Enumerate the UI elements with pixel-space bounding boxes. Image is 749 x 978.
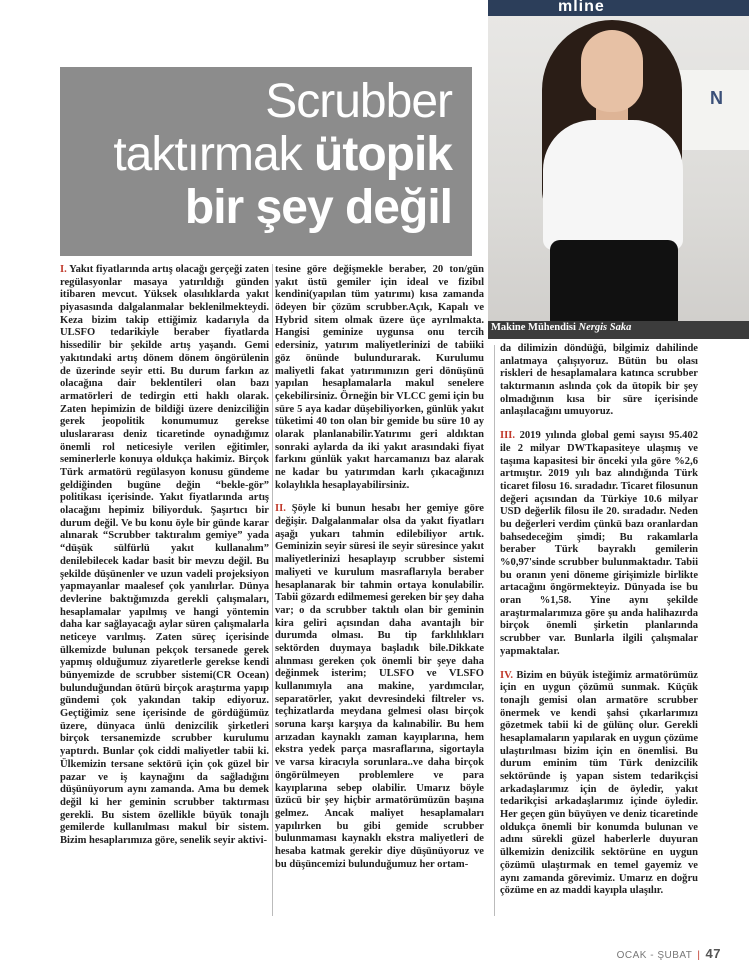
title-line-3 (113, 181, 452, 234)
section-number-1: I. (60, 264, 67, 275)
text-column-2 (275, 264, 484, 871)
title-line-3-bold: bir şey değil (184, 181, 452, 234)
section-number-4: IV. (500, 669, 513, 681)
portrait-photo (488, 0, 749, 339)
photo-wall-logo: N (710, 88, 723, 108)
title-line-2-regular: taktırmak (113, 128, 315, 181)
paragraph-3-text: 2019 yılında global gemi sayısı 95.402 ile 2 milyar DWTkapasiteye ulaşmış ve taşıma kapasitesi bir önceki yıla göre %2,6 artmıştır. 2019 yılı baz alındığında Türk ticaret filosu 16. sıradadır. Ticaret filosunun değeri açısından da Türkiye 10.6 milyar USD değerlik filosu ile 20. sıradadır. Neden bu değerleri verdim çünkü bazı oranlardan bahsedeceğim şimdi; Bu rakamlarla beraber Türk bayraklı gemilerin %0,97'sinde scrubber bulunmaktadır. Tabii bu oranın yeni döneme girişimizle birlikte artacağını öngörmekteyiz. Dünyada ise bu oran %1,58. Yine aynı şekilde araştırmalarımıza göre şu anda halihazırda birçok önemli şirketin planlarında scrubber var. Bunlarla ilgili çalışmalar yapmaktalar. (500, 430, 698, 657)
paragraph-1-continued: tesine göre değişmekle beraber, 20 ton/gün yakıt üstü gemiler için ideal ve fizibıl kendini(yapılan tüm yatırımı) kısa zamanda ödeyen bir çözüm scrubber.Açık, Kapalı ve Hybrid sitem olmak üzere üçe ayrılmakta. Hangisi geminize uygunsa onu tercih edersiniz, yatırım maliyetlerinizi de tabiiki göz önünde bulundurarak. Kurulumu maliyetli fakat yatırımınızın geri dönüşünü yapılan hesaplamalarla makul senelere çekebilirsiniz. Örneğin bir VLCC gemi için bu süre 5 aya kadar düşebiliyorken, günlük yakıt tüketimi 40 ton olan bir gemide bu süre 10 ay olarak planlanabilir.Yatırımı geri aldıktan sonraki aylarda da iki yakıt arasındaki fiyat farkını günlük yakıt harcamanızı baz alarak ne kadar bu yatırımdan karlı çıkacağınızı kolaylıkla hesaplayabilirsiniz. (275, 264, 484, 491)
text-column-1 (60, 264, 269, 848)
issue-label: OCAK - ŞUBAT (616, 950, 693, 961)
column-divider-2 (494, 345, 495, 916)
photo-face (581, 30, 643, 112)
article-title (113, 75, 452, 234)
paragraph-4 (500, 670, 698, 898)
title-line-2 (113, 128, 452, 181)
title-line-2-bold: ütopik (314, 128, 452, 181)
photo-banner-text: mline (558, 0, 605, 15)
column-divider-1 (272, 264, 273, 916)
paragraph-2-continued: da dilimizin döndüğü, bilgimiz dahilinde anlatmaya çalışıyoruz. Bütün bu olası riskleri de hesaplamalara katınca scrubber taktırmanın aslında çok da ütopik bir şey olmadığının kısa bir süre içerisinde anlaşılacağını umuyoruz. (500, 343, 698, 418)
title-box (60, 67, 472, 256)
photo-caption (491, 322, 631, 333)
footer-separator: | (697, 950, 701, 961)
paragraph-4-text: Bizim en büyük isteğimiz armatörümüz için en uygun çözümü sunmak. Küçük tonajlı gemisi olan armatöre scrubber önermek ve kendi şahsi çıkarlarımızı gözetmek tabii ki de gülünç olur. Gerekli hesaplamaların yapılarak en uygun çözüme ulaştırılması bizim için en önemlisi. Bu durum eminim tüm Türk denizcilik sektöründe iş yapan sistem tedarikçisi arkadaşlarımız için de öyledir, yakıt tedarikçisi arkadaşlarımız içinde öyledir. Her geçen gün büyüyen ve deniz ticaretinde oldukça önemli bir konumda bulunan ve adını sürekli güzel haberlerle duyuran ülkemizin denizcilik sektörüne en uygun çözümü ulaştırmak en temel gayemiz ve aynı zamanda görevimiz. Umarız en doğru çözüme en az maddi kayıpla ulaşılır. (500, 669, 698, 897)
page-number: 47 (705, 946, 721, 961)
paragraph-1 (60, 264, 269, 848)
paragraph-1-text: Yakıt fiyatlarında artış olacağı gerçeği zaten regülasyonlar masaya yatırıldığı günden itibaren mevcut. Yüksek olasılıklarda yakıt piyasasında dalgalanmalar beklenilmekteydi. Keza bizim takip ettiğimiz kadarıyla da ULSFO tedarikiyle beraber fiyatlarda hissedilir bir şekilde artış yaşandı. Gemi yakıtındaki artış dönem dönem öngörülenin de üzerinde seyir etti. Bu durum farkın az olacağına dair beklentileri olan bazı armatörleri de tedirgin etti haklı olarak. Zaten hepimizin de bildiği üzere denizciliğin gerek jeopolitik konumumuz gerekse uluslararası deniz ticaretinde oynadığımız önemli rol neticesiyle verilen eğitimler, seminerlerle konuya oldukça hakimiz. Birçok Türk armatörü regülasyon konusu gündeme geldiğinden bugüne değin “bekle-gör” politikası içerisinde. Yakıt fiyatlarında artış olacağını hepimiz biliyorduk. Şaşırtıcı bir durum değil. Ve bu konu öyle bir günde karar alınarak “Scrubber taktıralım gemiye” yada “düşük sülfürlü yakıt kullanalım” denilebilecek kadar basit bir mevzu değil. Bu şekilde düşünenler ve uzun vadeli projeksiyon yapmayanlar maalesef çok yanılırlar. Dünya devlerine baktığımızda gerekli çalışmaları, hesaplamalar yapılmış ve hangi yöntemin daha kar sağlayacağı aylar süren çalışmalarla neticeye varılmış. Zaten süreç içerisinde ülkemizde bulunan pekçok tersanede gerek yapmış olduğumuz ziyaretlerle gerekse kendi bünyemizde de scrubber sistemi(CR Ocean) bulunduğundan ötürü birçok araştırma yapıp gündemi çok yakından takip ediyoruz. Geçtiğimiz sene içerisinde de gördüğümüz üzere, dünyaca ünlü denizcilik şirketleri birçok tersanemizde scrubber kurulumu yaptırdı. Bunlar çok ciddi maliyetler tabii ki. Ülkemizin tersane sektörü için çok güzel bir pazar ve iş kaynağını da sağladığını düşünüyorum aynı zamanda. Ama bu demek değil ki her geminin scrubber taktırması gerekli. Bu sistem özellikle büyük tonajlı gemilerde kullanılması makul bir sistem. Bizim hesaplarımıza göre, senelik seyir aktivi- (60, 264, 269, 846)
photo-blouse (543, 120, 683, 250)
page-footer (617, 946, 721, 961)
photo-banner (488, 0, 749, 16)
caption-name: Nergis Saka (578, 322, 632, 333)
section-number-2: II. (275, 503, 286, 515)
paragraph-2-text: Şöyle ki bunun hesabı her gemiye göre değişir. Dalgalanmalar olsa da yakıt fiyatları aşağı yukarı tahmin edilebiliyor artık. Geminizin seyir süresi ile seyir süresince yakıt maliyetlerinizi hesaplayıp scrubber sistemi maliyeti ve kurulum masraflarıyla beraber hesaplanarak bir tahmin ortaya konulabilir. Tabii gözardı edilmemesi gereken bir şey daha var; o da scrubber taktılı olan bir geminin kira geliri açısından daha avantajlı bir durumda olması. Bu tip farklılıkları sektörden duymaya başladık bile.Dikkate alınması gereken çok önemli bir şeye daha değinmek isterim; ULSFO ve VLSFO kullanımıyla ana makine, yardımcılar, separatörler, yakıt devresindeki filtreler vs. teçhizatlarda meydana gelmesi olası birçok soruna karşı karşıya da kalınabilir. Bu hem arızadan kaynaklı zaman kayıplarına, hem ekstra yedek parça masraflarına, sigortayla ve varsa kiracıyla sorunlara..ve daha birçok öngörülmeyen problemlere ve para kayıplarına sebep olabilir. Umarız böyle üzücü bir şey hiçbir armatörümüzün başına gelmez. Ancak maliyet hesaplamaları yapılırken bu gibi gemide scrubber bulunmaması kaynaklı ekstra maliyetleri de hesaba katmak gerekir diye düşünüyoruz ve bu düşüncemizi bulunduğumuz her ortam- (275, 503, 484, 870)
section-number-3: III. (500, 430, 515, 442)
title-line-1: Scrubber (265, 75, 452, 128)
text-column-3 (500, 343, 698, 898)
paragraph-2 (275, 503, 484, 871)
paragraph-3 (500, 430, 698, 658)
caption-role: Makine Mühendisi (491, 322, 579, 333)
